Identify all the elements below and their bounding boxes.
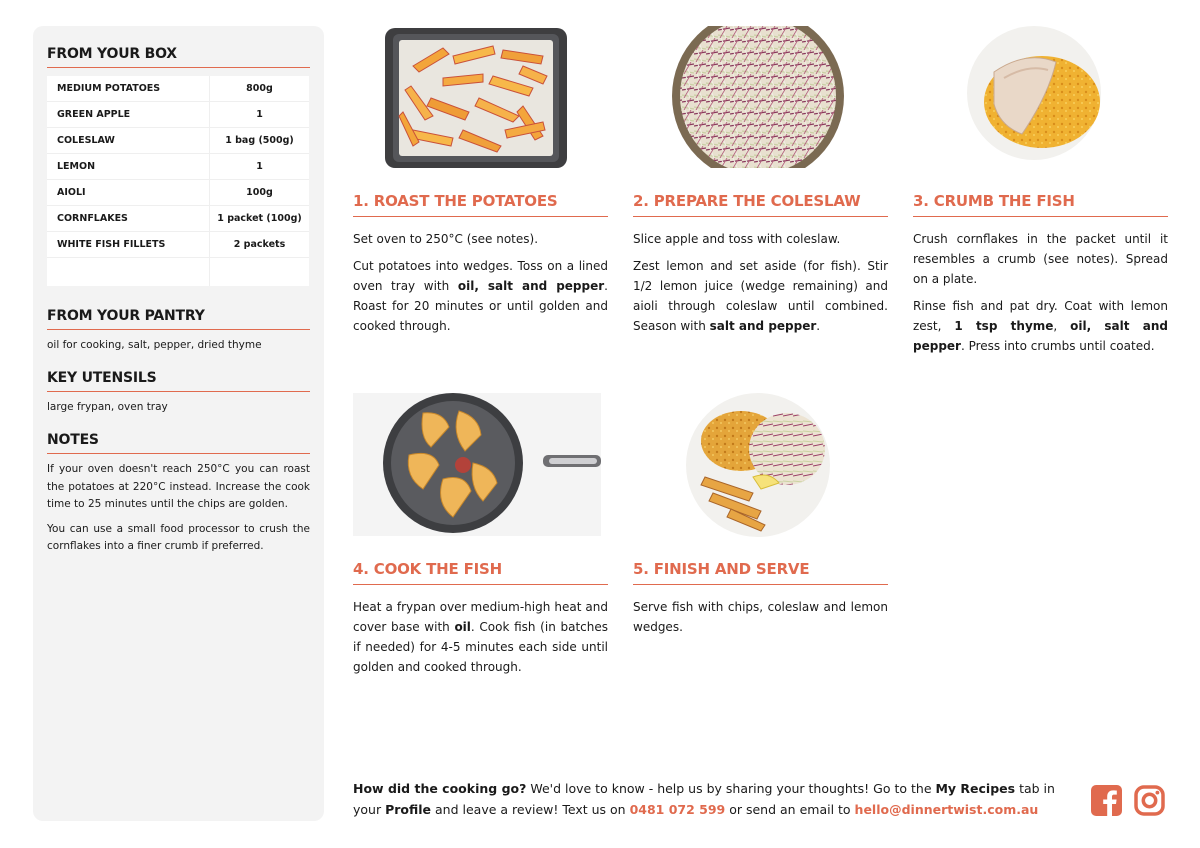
step-text: . Roast for 20 minutes or until golden and cooked through. <box>353 279 608 333</box>
step-text: . Cook fish (in batches if needed) for 4-5 minutes each side until golden and cooked through. <box>353 620 608 674</box>
ingredient-row <box>47 180 309 206</box>
utensils-section <box>47 370 310 416</box>
roast-potatoes-image <box>383 26 569 170</box>
utensils-text: large frypan, oven tray <box>47 401 168 413</box>
phone-link[interactable]: 0481 072 599 <box>629 802 726 817</box>
ingredient-qty: 100g <box>246 187 273 198</box>
step-title: 4. COOK THE FISH <box>353 560 608 585</box>
ingredient-name: LEMON <box>47 154 210 179</box>
step-text: Rinse fish and pat dry. Coat with lemon zest, <box>913 299 1168 333</box>
step-5 <box>633 560 888 644</box>
step-text: Cut potatoes into wedges. Toss on a lined oven tray with <box>353 259 608 293</box>
my-recipes-label: My Recipes <box>935 781 1016 796</box>
ingredients-table <box>47 76 309 286</box>
profile-label: Profile <box>385 802 432 817</box>
step-paragraph <box>913 296 1168 356</box>
ingredient-qty: 1 packet (100g) <box>217 213 302 224</box>
step-2 <box>633 192 888 343</box>
ingredient-qty: 800g <box>246 83 273 94</box>
sidebar <box>33 26 324 821</box>
coleslaw-image <box>670 26 846 170</box>
notes-section <box>47 432 310 556</box>
box-heading: FROM YOUR BOX <box>47 46 310 68</box>
step-emphasis: oil <box>454 620 471 634</box>
pantry-heading: FROM YOUR PANTRY <box>47 308 310 330</box>
ingredient-name <box>47 258 210 286</box>
step-paragraph <box>353 597 608 677</box>
ingredient-qty: 1 <box>256 109 263 120</box>
step-4 <box>353 560 608 684</box>
ingredient-name: MEDIUM POTATOES <box>47 76 210 101</box>
feedback-text: tab in your <box>353 781 1055 817</box>
ingredient-name: COLESLAW <box>47 128 210 153</box>
ingredient-row <box>47 154 309 180</box>
step-paragraph: Crush cornflakes in the packet until it resembles a crumb (see notes). Spread on a plate. <box>913 232 1168 286</box>
ingredient-row <box>47 102 309 128</box>
ingredient-name: AIOLI <box>47 180 210 205</box>
feedback-text: and leave a review! Text us on <box>431 802 630 817</box>
step-3 <box>913 192 1168 363</box>
step-emphasis: salt and pepper <box>709 319 817 333</box>
ingredient-row-empty <box>47 258 309 286</box>
ingredient-qty: 1 <box>256 161 263 172</box>
pantry-section <box>47 308 310 354</box>
step-paragraph: Slice apple and toss with coleslaw. <box>633 232 841 246</box>
step-1 <box>353 192 608 343</box>
instagram-icon[interactable] <box>1134 785 1165 816</box>
step-paragraph <box>633 256 888 336</box>
step-text: , <box>1053 319 1071 333</box>
notes-heading: NOTES <box>47 432 310 454</box>
crumb-fish-image <box>964 26 1104 162</box>
ingredient-name: WHITE FISH FILLETS <box>47 232 210 257</box>
finish-serve-image <box>683 393 833 537</box>
note-paragraph: If your oven doesn't reach 250°C you can roast the potatoes at 220°C instead. Increase the cook time to 25 minutes until the chips are golden. <box>47 463 310 510</box>
feedback-text: We'd love to know - help us by sharing your thoughts! Go to the <box>526 781 936 796</box>
step-title: 3. CRUMB THE FISH <box>913 192 1168 217</box>
step-text: Heat a frypan over medium-high heat and cover base with <box>353 600 608 634</box>
email-link[interactable]: hello@dinnertwist.com.au <box>854 802 1039 817</box>
step-emphasis: oil, salt and pepper <box>913 319 1168 353</box>
step-emphasis: 1 tsp thyme <box>954 319 1054 333</box>
ingredient-name: GREEN APPLE <box>47 102 210 127</box>
step-paragraph: Serve fish with chips, coleslaw and lemon wedges. <box>633 600 888 634</box>
feedback-text: or send an email to <box>725 802 855 817</box>
utensils-heading: KEY UTENSILS <box>47 370 310 392</box>
step-text: Zest lemon and set aside (for fish). Stir 1/2 lemon juice (wedge remaining) and aioli through coleslaw until combined. Season with <box>633 259 888 333</box>
ingredient-row <box>47 76 309 102</box>
step-title: 2. PREPARE THE COLESLAW <box>633 192 888 217</box>
facebook-icon[interactable] <box>1091 785 1122 816</box>
ingredient-row <box>47 206 309 232</box>
step-paragraph <box>353 256 608 336</box>
feedback-footer <box>353 778 1073 820</box>
feedback-question: How did the cooking go? <box>353 781 527 796</box>
ingredient-row <box>47 232 309 258</box>
step-text: . Press into crumbs until coated. <box>960 339 1155 353</box>
pantry-text: oil for cooking, salt, pepper, dried thyme <box>47 339 262 351</box>
cook-fish-image <box>353 393 601 536</box>
step-text: . <box>816 319 821 333</box>
ingredient-name: CORNFLAKES <box>47 206 210 231</box>
ingredient-qty: 1 bag (500g) <box>225 135 294 146</box>
ingredient-row <box>47 128 309 154</box>
step-emphasis: oil, salt and pepper <box>457 279 605 293</box>
step-title: 1. ROAST THE POTATOES <box>353 192 608 217</box>
step-paragraph: Set oven to 250°C (see notes). <box>353 232 539 246</box>
ingredient-qty: 2 packets <box>233 239 286 250</box>
note-paragraph: You can use a small food processor to crush the cornflakes into a finer crumb if preferred. <box>47 522 310 552</box>
step-title: 5. FINISH AND SERVE <box>633 560 888 585</box>
